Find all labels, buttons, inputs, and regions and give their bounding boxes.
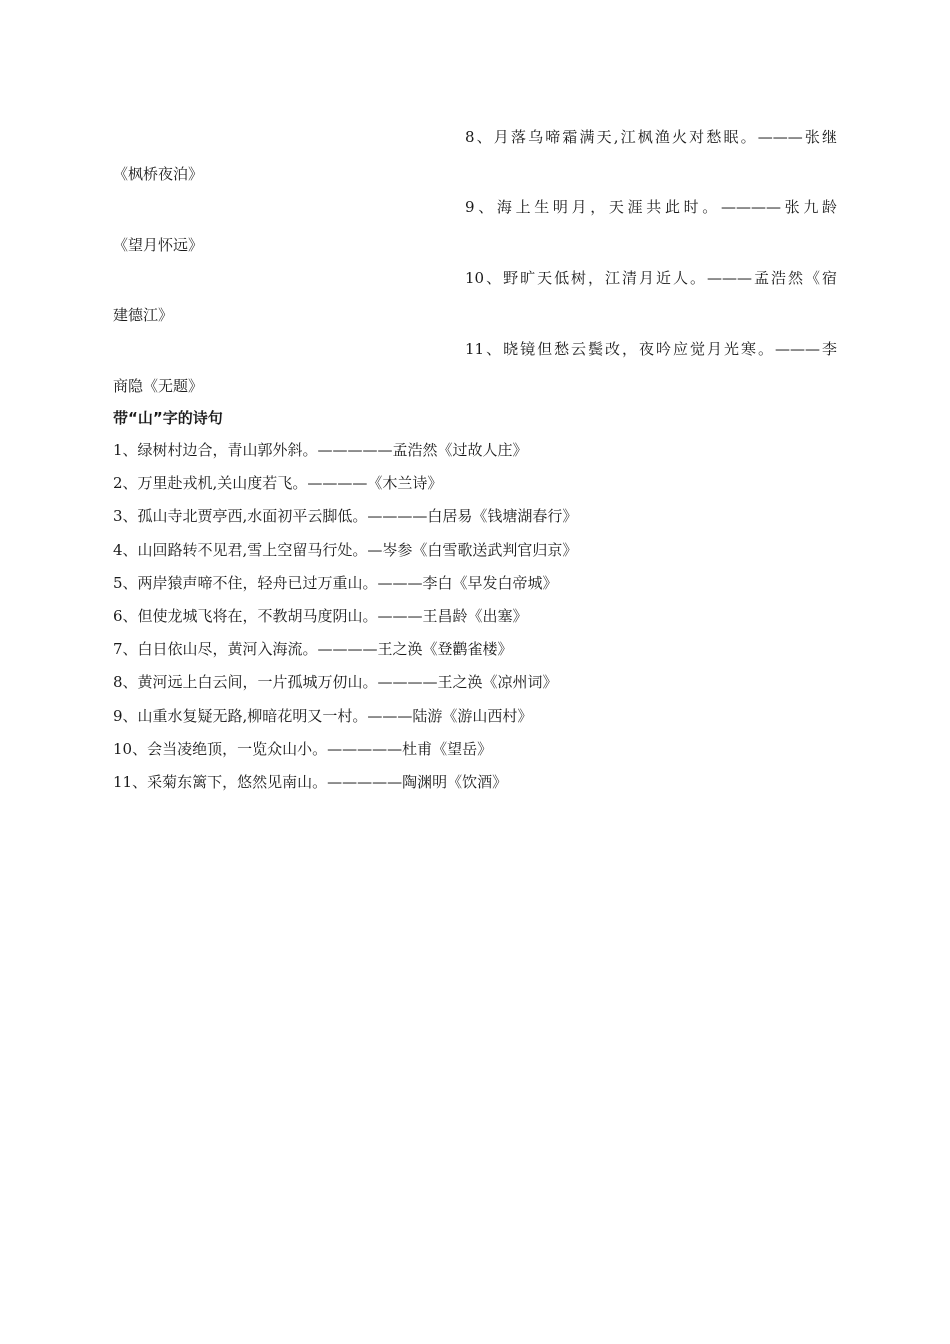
list-item: 7、白日依山尽，黄河入海流。————王之涣《登鹳雀楼》 xyxy=(113,640,513,659)
list-item: 2、万里赴戎机,关山度若飞。————《木兰诗》 xyxy=(113,474,443,493)
moon-poem-11-line2: 商隐《无题》 xyxy=(113,377,204,395)
list-item: 3、孤山寺北贾亭西,水面初平云脚低。————白居易《钱塘湖春行》 xyxy=(113,507,578,526)
list-item: 9、山重水复疑无路,柳暗花明又一村。———陆游《游山西村》 xyxy=(113,706,533,725)
list-item: 10、会当凌绝顶，一览众山小。—————杜甫《望岳》 xyxy=(113,739,493,758)
list-item: 8、黄河远上白云间，一片孤城万仞山。————王之涣《凉州词》 xyxy=(113,673,558,692)
moon-poem-10-line1: 10、野旷天低树，江清月近人。———孟浩然《宿 xyxy=(465,269,837,287)
list-item: 5、两岸猿声啼不住，轻舟已过万重山。———李白《早发白帝城》 xyxy=(113,573,558,592)
section-heading-mountain: 带“山”字的诗句 xyxy=(113,409,223,427)
list-item: 11、采菊东篱下，悠然见南山。—————陶渊明《饮酒》 xyxy=(113,772,508,791)
list-item: 1、绿树村边合，青山郭外斜。—————孟浩然《过故人庄》 xyxy=(113,441,528,459)
moon-poem-9-line1: 9、海上生明月，天涯共此时。————张九龄 xyxy=(465,198,837,216)
moon-poem-8-line1: 8、月落乌啼霜满天,江枫渔火对愁眠。———张继 xyxy=(465,128,837,146)
moon-poem-10-line2: 建德江》 xyxy=(113,306,174,324)
moon-poem-11-line1: 11、晓镜但愁云鬓改，夜吟应觉月光寒。———李 xyxy=(465,340,837,358)
moon-poem-8-line2: 《枫桥夜泊》 xyxy=(113,165,204,183)
list-item: 6、但使龙城飞将在，不教胡马度阴山。———王昌龄《出塞》 xyxy=(113,606,528,625)
list-item: 4、山回路转不见君,雪上空留马行处。—岑参《白雪歌送武判官归京》 xyxy=(113,540,578,559)
moon-poem-9-line2: 《望月怀远》 xyxy=(113,236,204,254)
mountain-poem-list xyxy=(113,440,577,805)
